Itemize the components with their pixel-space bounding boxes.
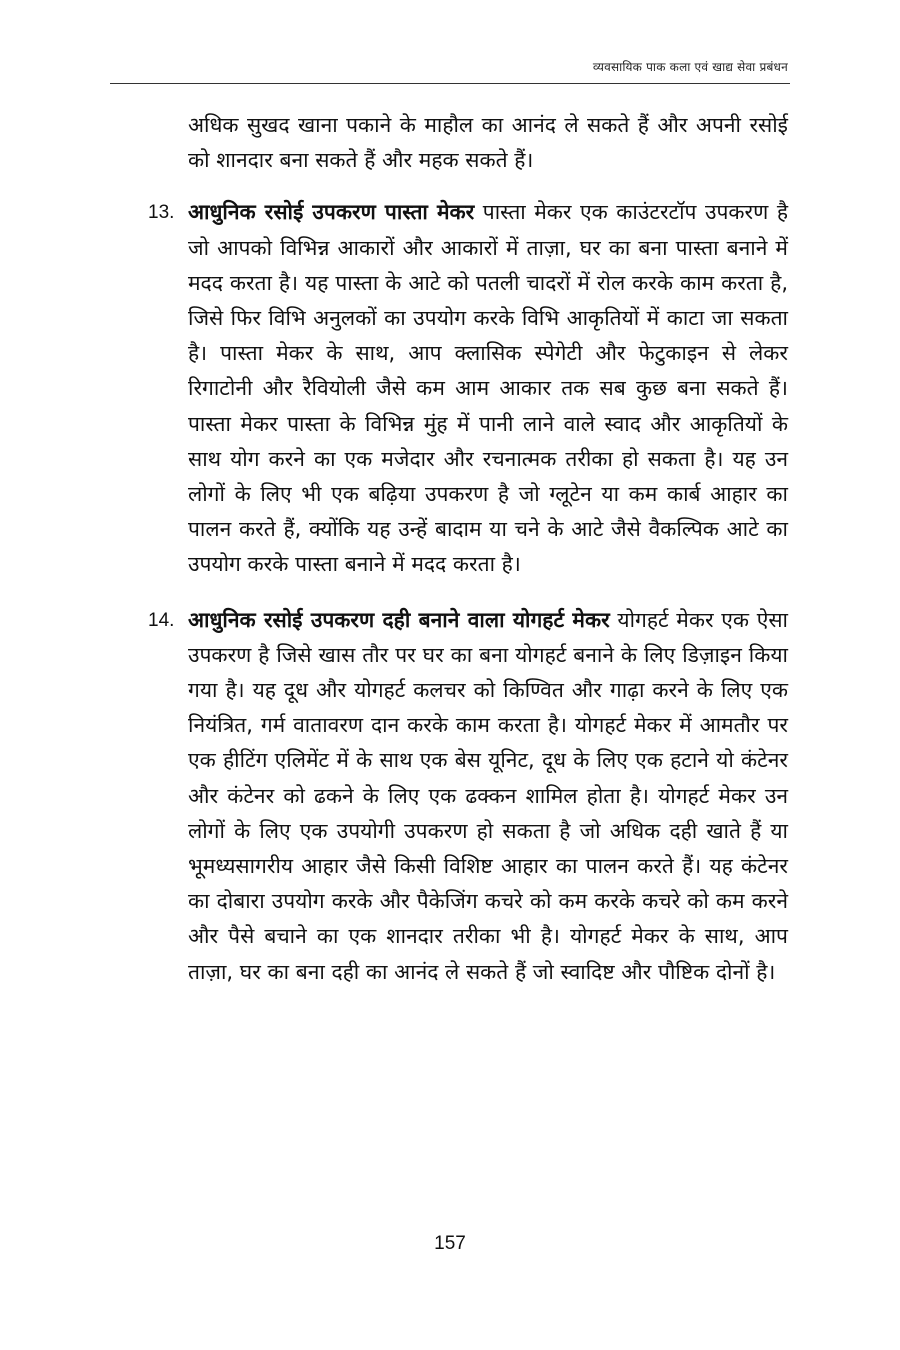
item-heading: आधुनिक रसोई उपकरण दही बनाने वाला योगहर्ट मेकर [188, 607, 610, 632]
item-paragraph [188, 603, 788, 990]
list-item-14 [148, 603, 788, 990]
item-body: योगहर्ट मेकर एक ऐसा उपकरण है जिसे खास तौर पर घर का बना योगहर्ट बनाने के लिए डिज़ाइन किया गया है। यह दूध और योगहर्ट कलचर को किण्वित और गाढ़ा करने के लिए एक नियंत्रित, गर्म वातावरण दान करके काम करता है। योगहर्ट मेकर में आमतौर पर एक हीटिंग एलिमेंट में के साथ एक बेस यूनिट, दूध के लिए एक हटाने यो कंटेनर और कंटेनर को ढकने के लिए एक ढक्कन शामिल होता है। योगहर्ट मेकर उन लोगों के लिए एक उपयोगी उपकरण हो सकता है जो अधिक दही खाते हैं या भूमध्यसागरीय आहार जैसे किसी विशिष्ट आहार का पालन करते हैं। यह कंटेनर का दोबारा उपयोग करके और पैकेजिंग कचरे को कम करके कचरे को कम करने और पैसे बचाने का एक शानदार तरीका भी है। योगहर्ट मेकर के साथ, आप ताज़ा, घर का बना दही का आनंद ले सकते हैं जो स्वादिष्ट और पौष्टिक दोनों है। [188, 607, 788, 984]
item-paragraph [188, 195, 788, 582]
item-body: पास्ता मेकर एक काउंटरटॉप उपकरण है जो आपको विभिन्न आकारों और आकारों में ताज़ा, घर का बना पास्ता बनाने में मदद करता है। यह पास्ता के आटे को पतली चादरों में रोल करके काम करता है, जिसे फिर विभि अनुलकों का उपयोग करके विभि आकृतियों में काटा जा सकता है। पास्ता मेकर के साथ, आप क्लासिक स्पेगेटी और फेटुकाइन से लेकर रिगाटोनी और रैवियोली जैसे कम आम आकार तक सब कुछ बना सकते हैं। पास्ता मेकर पास्ता के विभिन्न मुंह में पानी लाने वाले स्वाद और आकृतियों के साथ योग करने का एक मजेदार और रचनात्मक तरीका हो सकता है। यह उन लोगों के लिए भी एक बढ़िया उपकरण है जो ग्लूटेन या कम कार्ब आहार का पालन करते हैं, क्योंकि यह उन्हें बादाम या चने के आटे जैसे वैकल्पिक आटे का उपयोग करके पास्ता बनाने में मदद करता है। [188, 200, 788, 577]
page-number: 157 [434, 1233, 466, 1254]
intro-paragraph: अधिक सुखद खाना पकाने के माहौल का आनंद ले सकते हैं और अपनी रसोई को शानदार बना सकते हैं और महक सकते हैं। [188, 113, 788, 173]
item-heading: आधुनिक रसोई उपकरण पास्ता मेकर [188, 200, 475, 225]
item-number: 13. [148, 202, 175, 224]
page-body [148, 108, 788, 990]
header-rule [110, 83, 790, 84]
list-item-13 [148, 195, 788, 582]
item-number: 14. [148, 609, 175, 631]
running-header: व्यवसायिक पाक कला एवं खाद्य सेवा प्रबंधन [592, 60, 788, 74]
